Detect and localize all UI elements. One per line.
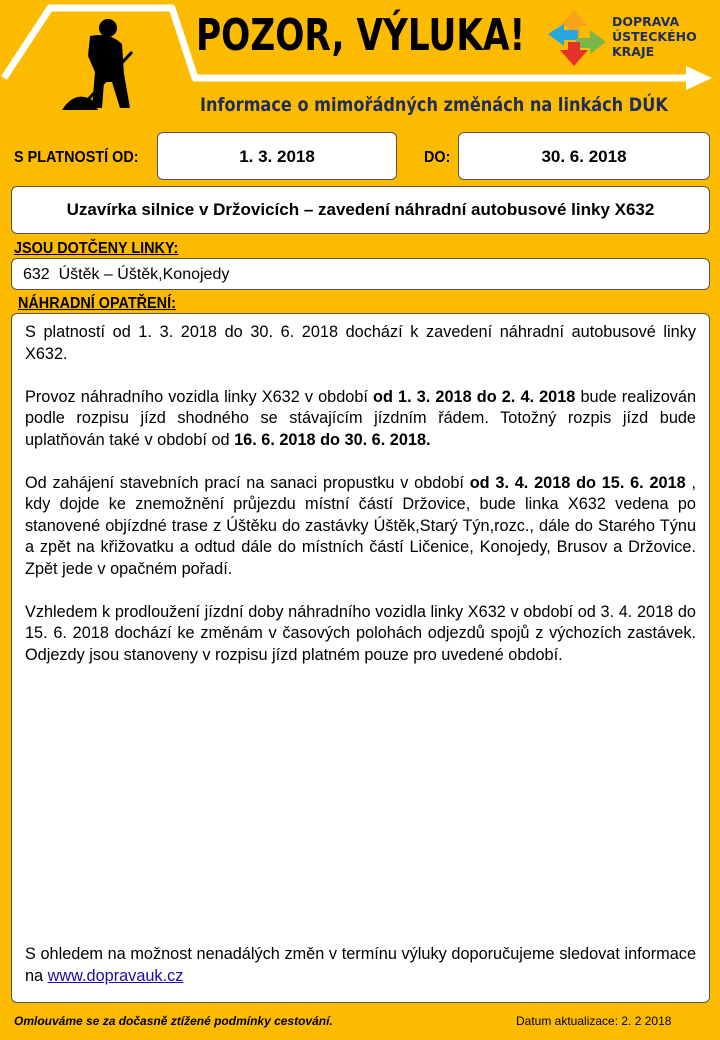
affected-lines-box: [11, 258, 710, 290]
valid-from-value: 1. 3. 2018: [157, 132, 397, 180]
affected-lines-value: 632 Úštěk – Úštěk,Konojedy: [23, 266, 230, 283]
text-span: bude realizován podle rozpisu jízd shodného se stávajícím jízdním řádem. Totožný rozpis jízd bude uplatňován také v období od: [25, 387, 697, 449]
worker-digging-icon: [62, 19, 132, 110]
date-range-bold: od 3. 4. 2018 do 15. 6. 2018: [469, 473, 686, 492]
valid-to-value: 30. 6. 2018: [458, 132, 710, 180]
measures-label: NÁHRADNÍ OPATŘENÍ:: [18, 295, 176, 312]
measures-paragraph-3: [25, 473, 696, 581]
text-span: Provoz náhradního vozidla linky X632 v období: [25, 387, 374, 406]
brand-name: [612, 14, 697, 59]
valid-to-label: DO:: [424, 149, 451, 166]
valid-from-label: S PLATNOSTÍ OD:: [14, 149, 139, 166]
text-span: Od zahájení stavebních prací na sanaci propustku v období: [25, 473, 470, 492]
notice-title: Uzavírka silnice v Držovicích – zavedení náhradní autobusové linky X632: [11, 186, 710, 234]
dopravauk-link[interactable]: www.dopravauk.cz: [47, 966, 184, 985]
page-title: POZOR, VÝLUKA!: [196, 10, 526, 61]
measures-paragraph-4: Vzhledem k prodloužení jízdní doby náhradního vozidla linky X632 v období od 3. 4. 2018 do 15. 6. 2018 dochází ke změnám v časových polohách odjezdů spojů z výchozích zastávek. Odjezdy jsou stanoveny v rozpisu jízd platném pouze pro uvedené období.: [25, 602, 696, 664]
apology-note: Omlouváme se za dočasně ztížené podmínky cestování.: [14, 1014, 333, 1028]
date-range-bold: 16. 6. 2018 do 30. 6. 2018.: [234, 430, 431, 449]
measures-box: [11, 313, 710, 1003]
brand-line: KRAJE: [612, 44, 655, 59]
measures-paragraph-1: S platností od 1. 3. 2018 do 30. 6. 2018 dochází k zavedení náhradní autobusové linky X632.: [25, 323, 696, 363]
page-subtitle: Informace o mimořádných změnách na linkách DÚK: [200, 94, 668, 116]
text-span: , kdy dojde ke znemožnění průjezdu místní částí Držovice, bude linka X632 vedena po stanovené objízdné trase z Úštěku do zastávky Úštěk,Starý Týn,rozc., dále do Starého Týnu a zpět na křižovatku a odtud dále do místních částí Ličenice, Konojedy, Brusov a Držovice. Zpět jede v opačném pořadí.: [25, 473, 696, 578]
duk-logo-arrows-icon: [548, 10, 606, 66]
text-span: S ohledem na možnost nenadálých změn v termínu výluky doporučujeme sledovat informace na: [25, 945, 696, 985]
date-range-bold: od 1. 3. 2018 do 2. 4. 2018: [373, 387, 576, 406]
affected-lines-label: JSOU DOTČENY LINKY:: [14, 240, 179, 257]
measures-paragraph-2: [25, 387, 696, 452]
update-date: Datum aktualizace: 2. 2 2018: [516, 1014, 672, 1028]
measures-closing: [25, 944, 696, 987]
brand-line: ÚSTECKÉHO: [612, 29, 697, 44]
brand-line: DOPRAVA: [612, 14, 680, 29]
